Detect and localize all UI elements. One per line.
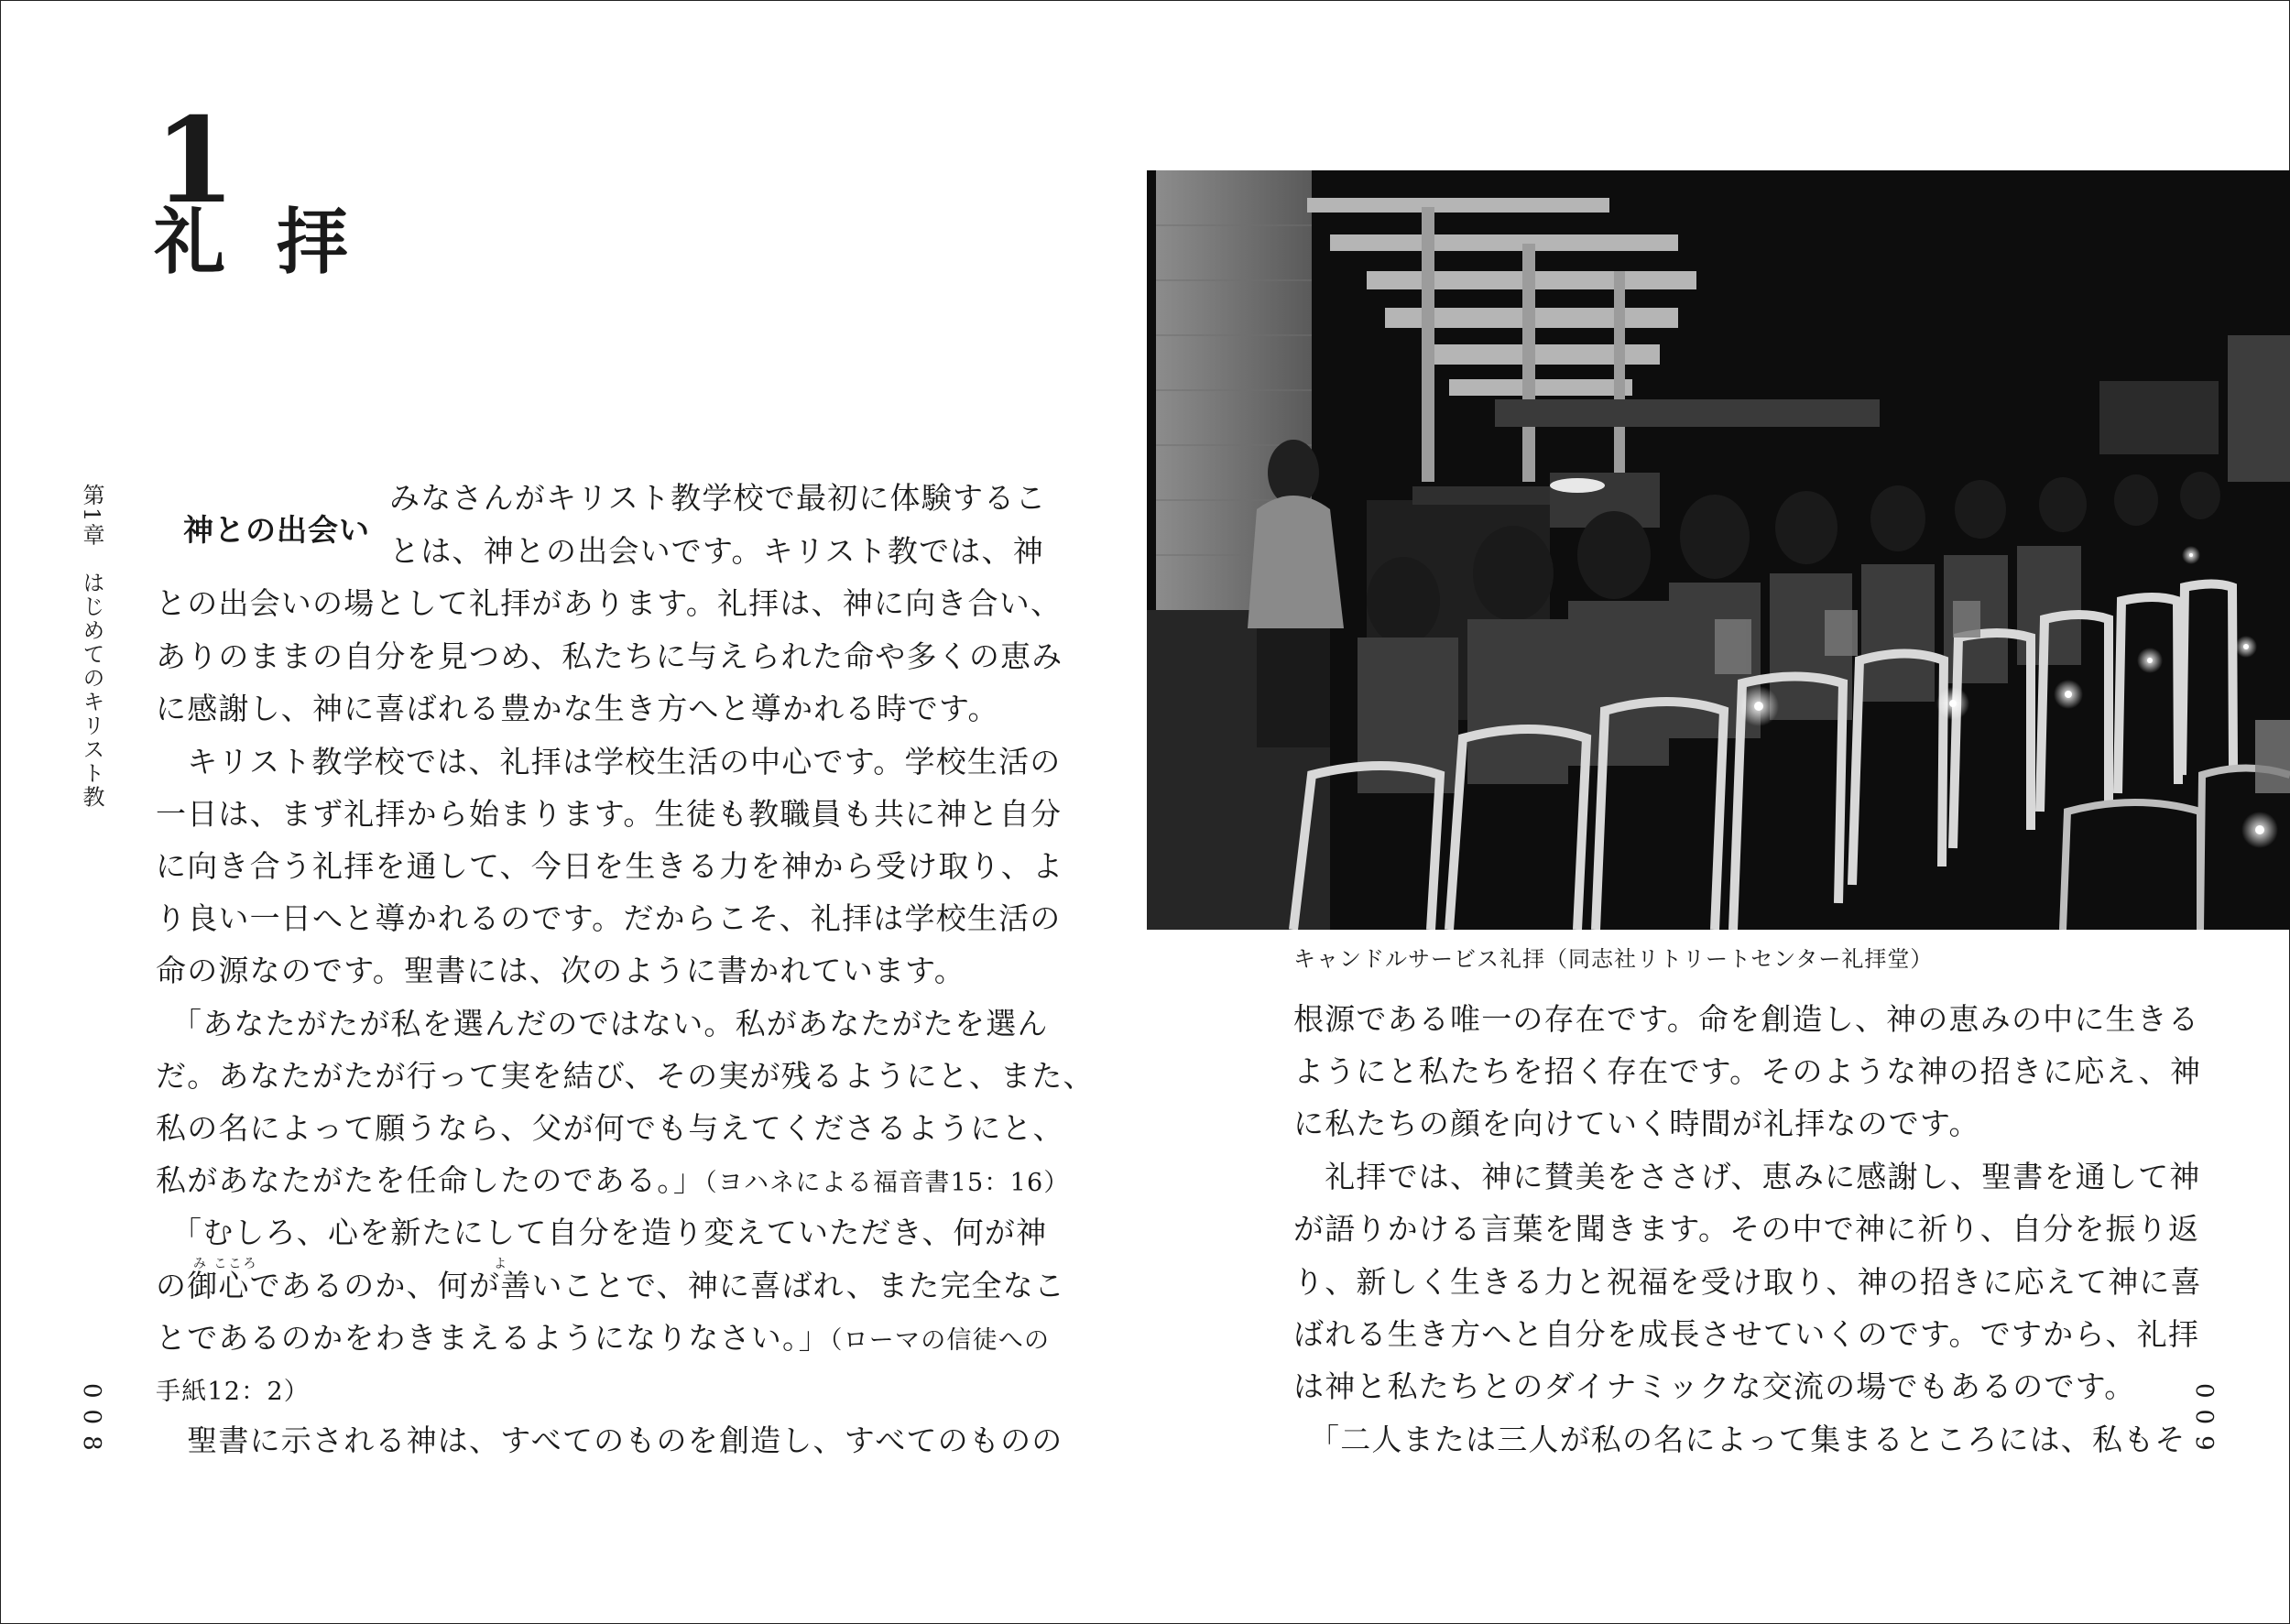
body-line: り、新しく生きる力と祝福を受け取り、神の招きに応えて神に喜	[1293, 1264, 2202, 1300]
citation-romans: （ローマの信徒への	[829, 1326, 1051, 1355]
body-line: 礼拝では、神に賛美をささげ、恵みに感謝し、聖書を通して神	[1293, 1159, 2201, 1194]
quote-line: 「むしろ、心を新たにして自分を造り変えていただき、何が神	[171, 1215, 1048, 1250]
body-line: ありのままの自分を見つめ、私たちに与えられた命や多くの恵み	[156, 638, 1063, 674]
body-line: が語りかける言葉を聞きます。その中で神に祈り、自分を振り返	[1293, 1211, 2200, 1247]
quote-line	[156, 1162, 1070, 1202]
body-line: 根源である唯一の存在です。命を創造し、神の恵みの中に生きる	[1293, 1001, 2200, 1037]
body-line: とは、神との出会いです。キリスト教では、神	[389, 533, 1044, 569]
body-line: 一日は、まず礼拝から始まります。生徒も教職員も共に神と自分	[156, 796, 1063, 832]
chapter-number: 1	[154, 93, 238, 230]
body-line: り良い一日へと導かれるのです。だからこそ、礼拝は学校生活の	[156, 900, 1062, 936]
body-line: 命の源なのです。聖書には、次のように書かれています。	[156, 953, 965, 988]
chapter-title: 礼拝	[154, 201, 400, 284]
quote-line: 私の名によって願うなら、父が何でも与えてくださるようにと、	[156, 1110, 1064, 1146]
citation-continued: 手紙12：2）	[156, 1378, 310, 1406]
body-line: ばれる生き方へと自分を成長させていくのです。ですから、礼拝	[1293, 1316, 2200, 1352]
body-line: 聖書に示される神は、すべてのものを創造し、すべてのものの	[156, 1422, 1063, 1458]
page-number-right: 009	[2190, 1383, 2218, 1462]
ruby-mikokoro: み こころ	[193, 1257, 258, 1271]
body-line: との出会いの場として礼拝があります。礼拝は、神に向き合い、	[156, 585, 1063, 621]
quote-text: とであるのかをわきまえるようになりなさい。」	[156, 1320, 830, 1356]
candle-service-photo	[1147, 170, 2290, 930]
quote-text: 私があなたがたを任命したのである。」	[156, 1162, 705, 1198]
body-line: みなさんがキリスト教学校で最初に体験するこ	[389, 480, 1047, 516]
running-head: 第1章 はじめてのキリスト教	[79, 484, 104, 810]
photo-caption: キャンドルサービス礼拝（同志社リトリートセンター礼拝堂）	[1293, 946, 1934, 972]
quote-line: 「あなたがたが私を選んだのではない。私があなたがたを選ん	[171, 1006, 1049, 1041]
body-line: は神と私たちとのダイナミックな交流の場でもあるのです。	[1293, 1368, 2136, 1404]
body-line: に感謝し、神に喜ばれる豊かな生き方へと導かれる時です。	[156, 691, 999, 726]
quote-line: の御心であるのか、何が善いことで、神に喜ばれ、また完全なこ	[156, 1268, 1066, 1303]
page-number-left: 008	[78, 1383, 105, 1462]
quote-line: 「二人または三人が私の名によって集まるところには、私もそ	[1309, 1422, 2186, 1457]
body-line: ようにと私たちを招く存在です。そのような神の招きに応え、神	[1293, 1053, 2202, 1089]
quote-line: だ。あなたがたが行って実を結び、その実が残るようにと、また、	[156, 1058, 1095, 1094]
body-line: キリスト教学校では、礼拝は学校生活の中心です。学校生活の	[156, 744, 1062, 779]
body-line: に私たちの顔を向けていく時間が礼拝なのです。	[1293, 1106, 1980, 1141]
quote-line	[156, 1320, 1050, 1359]
section-heading: 神との出会い	[183, 512, 370, 548]
citation-john: （ヨハネによる福音書15：16）	[704, 1169, 1070, 1197]
ruby-yo: よ	[494, 1257, 508, 1271]
body-line: に向き合う礼拝を通して、今日を生きる力を神から受け取り、よ	[156, 848, 1064, 884]
